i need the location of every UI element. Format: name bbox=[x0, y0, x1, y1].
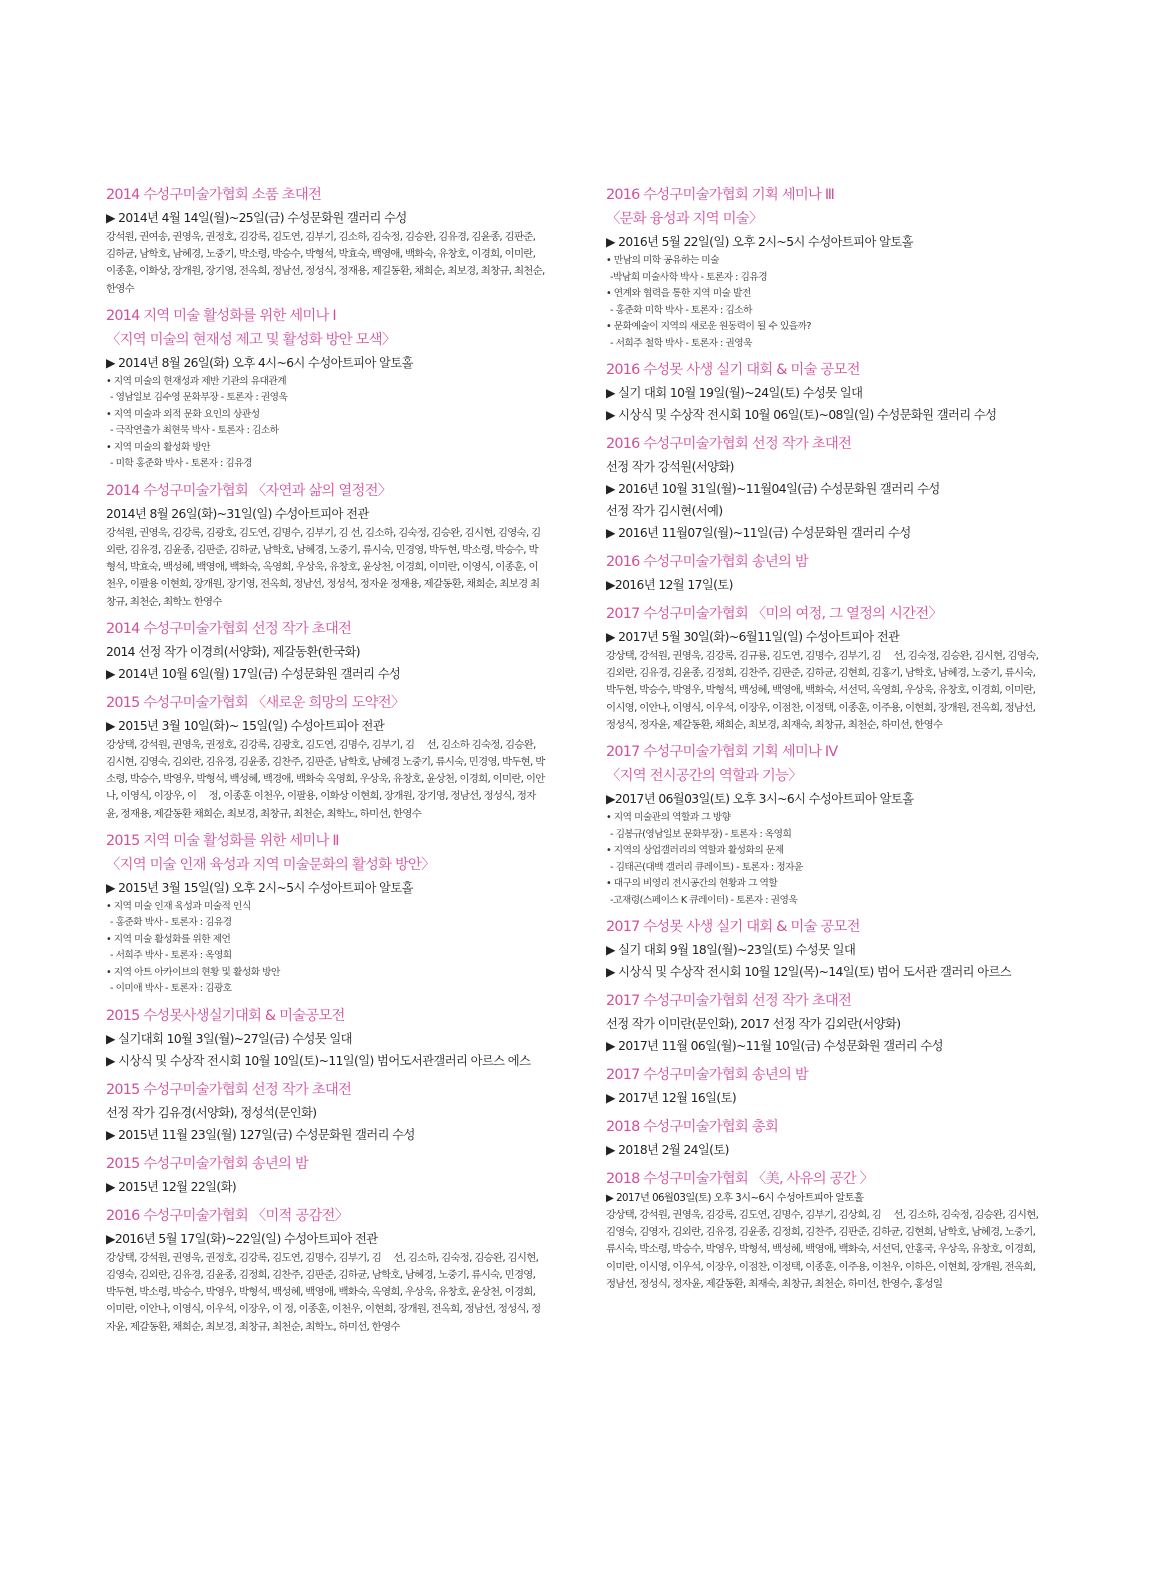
topic-item: • 연계와 협력을 통한 지역 미술 발전 bbox=[606, 288, 751, 299]
speaker-line: - 서희주 박사 - 토론자 : 옥영희 bbox=[110, 950, 232, 962]
event-detail: ▶ 2017년 11월 06일(월)~11월 10일(금) 수성문화원 갤러리 수성 bbox=[606, 1039, 943, 1054]
event-detail: ▶ 2017년 12월 16일(토) bbox=[606, 1091, 737, 1106]
event-section bbox=[606, 358, 1046, 426]
section-title: 2016 수성못 사생 실기 대회 & 미술 공모전 bbox=[606, 362, 860, 378]
section-title: 2014 수성구미술가협회 소품 초대전 bbox=[106, 187, 322, 203]
event-detail: ▶ 2014년 10월 6일(월) 17일(금) 수성문화원 갤러리 수성 bbox=[106, 666, 401, 681]
speaker-line: -고재령(스페이스 K 큐레이터) - 토론자 : 권영욱 bbox=[610, 894, 798, 906]
artist-list: 강상택, 강석원, 권영욱, 권정호, 김강록, 김도연, 김명수, 김부기, 김 선, 김소하, 김숙정, 김승완, 김시현, 김영숙, 김외란, 김유경, 김윤종, 김정희, 김찬주, 김판준, 김하균, 남학호, 남혜경, 노중기, 류시숙, 민경영, 박두현, 박소령, 박승수, 박영우, 박형석, 백성혜, 백영애, 백화숙, 옥영희, 우상욱, 유창호, 윤상천, 이경희, 이미란, 이안나, 이영식, 이우석, 이장우, 이 정, 이종훈, 이천우, 이현희, 장개원, 전옥희, 정남선, 정성식, 정자윤, 제갈동환, 채희순, 최보경, 최창규, 최천순, 최학노, 하미선, 한영수 bbox=[106, 1251, 541, 1333]
speaker-line: - 이미애 박사 - 토론자 : 김광호 bbox=[110, 983, 232, 995]
section-title: 2016 수성구미술가협회 선정 작가 초대전 bbox=[606, 436, 852, 452]
section-title: 2018 수성구미술가협회 총회 bbox=[606, 1119, 778, 1136]
event-detail: ▶ 2018년 2월 24일(토) bbox=[606, 1143, 729, 1158]
event-detail: ▶2016년 12월 17일(토) bbox=[606, 578, 733, 592]
event-section bbox=[106, 829, 546, 998]
section-title: 2017 수성구미술가협회 기획 세미나 Ⅳ bbox=[606, 744, 838, 761]
artist-list: 강석원, 권영욱, 김강록, 김광호, 김도연, 김명수, 김부기, 김 선, 김소하, 김숙정, 김승완, 김시현, 김영숙, 김외란, 김유경, 김윤종, 김판준, 김하균, 남학호, 남혜경, 노중기, 류시숙, 민경영, 박두현, 박소령, 박승수, 박형석, 박효숙, 백성혜, 백영애, 백화숙, 옥영희, 우상욱, 유창호, 윤상천, 이경희, 이미란, 이영식, 이종훈, 이천우, 이팔용 이현희, 장개원, 장기영, 전옥희, 정남선, 정성석, 정자윤 정재용, 제갈동환, 채희순, 최보경 최창규, 최천순, 최학노 한영수 bbox=[106, 526, 541, 608]
event-detail: ▶ 2014년 4월 14일(월)~25일(금) 수성문화원 갤러리 수성 bbox=[106, 211, 407, 225]
event-detail: ▶ 2017년 5월 30일(화)~6월11일(일) 수성아트피아 전관 bbox=[606, 630, 900, 644]
event-detail: 선정 작가 김시현(서예) bbox=[606, 504, 723, 518]
topic-item: • 지역 미술과 외적 문화 요인의 상관성 bbox=[106, 408, 260, 420]
section-title: 2014 수성구미술가협회 선정 작가 초대전 bbox=[106, 620, 352, 637]
artist-list: 강상택, 강석원, 권영욱, 권정호, 김강록, 김광호, 김도연, 김명수, 김부기, 김 선, 김소하 김숙정, 김승완, 김시현, 김영숙, 김외란, 김유경, 김윤종, 김찬주, 김판준, 남학호, 남혜경 노중기, 류시숙, 민경영, 박두현, 박소령, 박승수, 박영우, 박형석, 백성혜, 백경애, 백화숙 옥영희, 우상욱, 유창호, 윤상천, 이경희, 이미란, 이안나, 이영식, 이장우, 이 정, 이종훈 이천우, 이팔용, 이화상 이현희, 장개원, 장기영, 정남선, 정성식, 정자윤, 정재용, 제갈동환 채희순, 최보경, 최창규, 최천순, 최학노, 하미선, 한영수 bbox=[106, 738, 545, 820]
event-detail: 2014 선정 작가 이경희(서양화), 제갈동환(한국화) bbox=[106, 644, 360, 659]
section-subtitle: 〈문화 융성과 지역 미술〉 bbox=[606, 211, 763, 227]
event-detail: 선정 작가 이미란(문인화), 2017 선정 작가 김외란(서양화) bbox=[606, 1017, 901, 1032]
topic-item: • 만남의 미학 공유하는 미술 bbox=[606, 255, 719, 266]
event-section bbox=[106, 304, 546, 473]
topic-item: • 지역 아트 아카이브의 현황 및 활성화 방안 bbox=[106, 966, 280, 978]
section-subtitle: 〈지역 미술의 현재성 제고 및 활성화 방안 모색〉 bbox=[106, 331, 396, 348]
event-detail: ▶ 2014년 8월 26일(화) 오후 4시~6시 수성아트피아 알토홀 bbox=[106, 355, 413, 370]
event-detail: ▶2017년 06월03일(토) 오후 3시~6시 수성아트피아 알토홀 bbox=[606, 792, 914, 807]
event-detail: 2014년 8월 26일(화)~31일(일) 수성아트피아 전관 bbox=[106, 506, 369, 521]
section-title: 2016 수성구미술가협회 〈미적 공감전〉 bbox=[106, 1207, 349, 1224]
left-column bbox=[106, 183, 546, 1342]
speaker-line: - 홍준화 미학 박사 - 토론자 : 김소하 bbox=[610, 304, 752, 316]
topic-item: • 지역 미술의 현재성과 제반 기관의 유대관계 bbox=[106, 375, 287, 387]
speaker-line: - 극작연출가 최현묵 박사 - 토론자 : 김소하 bbox=[110, 425, 279, 437]
event-section bbox=[606, 1115, 1046, 1161]
event-detail: ▶ 2015년 3월 15일(일) 오후 2시~5시 수성아트피아 알토홀 bbox=[106, 880, 413, 895]
section-subtitle: 〈지역 미술 인재 육성과 지역 미술문화의 활성화 방안〉 bbox=[106, 856, 435, 873]
event-detail: ▶ 2017년 06월03일(토) 오후 3시~6시 수성아트피아 알토홀 bbox=[606, 1193, 864, 1205]
event-section bbox=[606, 915, 1046, 983]
artist-list: 강석원, 권여송, 권영욱, 권정호, 김강록, 김도연, 김부기, 김소하, 김숙정, 김승완, 김유경, 김윤종, 김판준, 김하균, 남학호, 남혜경, 노중기, 박소령, 박승수, 박형석, 박효숙, 백영애, 백화숙, 유창호, 이경희, 이미란, 이종훈, 이화상, 장개원, 장기영, 전옥희, 정남선, 정성식, 정재용, 제길동환, 채희순, 최보경, 최창규, 최천순, 한영수 bbox=[106, 231, 545, 295]
event-section bbox=[606, 432, 1046, 544]
event-section bbox=[606, 183, 1046, 352]
event-detail: ▶ 실기대회 10월 3일(월)~27일(금) 수성못 일대 bbox=[106, 1031, 352, 1046]
event-section bbox=[606, 1167, 1046, 1293]
event-detail: ▶ 시상식 및 수상작 전시회 10월 06일(토)~08일(일) 수성문화원 갤러리 수성 bbox=[606, 408, 997, 422]
section-subtitle: 〈지역 전시공간의 역할과 기능〉 bbox=[606, 768, 802, 785]
event-detail: ▶2016년 5월 17일(화)~22일(일) 수성아트피아 전관 bbox=[106, 1231, 378, 1246]
event-section bbox=[606, 602, 1046, 734]
section-title: 2015 수성구미술가협회 송년의 밤 bbox=[106, 1155, 308, 1172]
topic-item: • 지역 미술관의 역할과 그 방향 bbox=[606, 812, 731, 824]
topic-item: • 지역의 상업갤러리의 역할과 활성화의 문제 bbox=[606, 845, 784, 857]
event-detail: ▶ 시상식 및 수상작 전시회 10월 12일(목)~14일(토) 범어 도서관 갤러리 아르스 bbox=[606, 965, 1012, 980]
section-title: 2015 수성못사생실기대회 & 미술공모전 bbox=[106, 1007, 345, 1024]
event-section bbox=[106, 1152, 546, 1198]
topic-item: • 지역 미술 인재 육성과 미술적 인식 bbox=[106, 900, 251, 912]
section-title: 2017 수성구미술가협회 〈미의 여정, 그 열정의 시간전〉 bbox=[606, 606, 942, 622]
speaker-line: - 김봉규(영남일보 문화부장) - 토론자 : 옥영희 bbox=[610, 828, 792, 840]
event-detail: ▶ 2015년 3월 10일(화)~ 15일(일) 수성아트피아 전관 bbox=[106, 718, 385, 733]
section-title: 2018 수성구미술가협회 〈美, 사유의 공간 〉 bbox=[606, 1171, 874, 1188]
event-section bbox=[106, 183, 546, 298]
topic-item: • 지역 미술의 활성화 방안 bbox=[106, 441, 211, 453]
event-detail: ▶ 2016년 5월 22일(일) 오후 2시~5시 수성아트피아 알토홀 bbox=[606, 235, 913, 249]
section-title: 2014 지역 미술 활성화를 위한 세미나 Ⅰ bbox=[106, 307, 336, 324]
event-detail: ▶ 2016년 11월07일(월)~11일(금) 수성문화원 갤러리 수성 bbox=[606, 526, 911, 540]
section-title: 2017 수성구미술가협회 송년의 밤 bbox=[606, 1067, 808, 1084]
event-section bbox=[606, 1063, 1046, 1109]
artist-list: 강상택, 강석원, 권영욱, 김강록, 김도연, 김명수, 김부기, 김상희, 김 선, 김소하, 김숙정, 김승완, 김시현, 김영숙, 김영자, 김외란, 김유경, 김윤종, 김정희, 김찬주, 김판준, 김하균, 김현희, 남학호, 남혜경, 노중기, 류시숙, 박소령, 박승수, 박영우, 박형석, 백성혜, 백영애, 백화숙, 서선덕, 안홍국, 우상욱, 유창호, 이경희, 이미란, 이시영, 이우석, 이장우, 이점찬, 이정택, 이종훈, 이주용, 이천우, 이하은, 이현희, 장개원, 전옥희, 정남선, 정성식, 정자윤, 제갈동환, 최재숙, 최창규, 최천순, 하미선, 한영수, 홍성일 bbox=[606, 1209, 1039, 1290]
speaker-line: - 서희주 철학 박사 - 토론자 : 권영욱 bbox=[610, 337, 752, 349]
event-section bbox=[106, 1004, 546, 1072]
event-section bbox=[106, 1078, 546, 1146]
event-detail: ▶ 실기 대회 10월 19일(월)~24일(토) 수성못 일대 bbox=[606, 386, 863, 400]
topic-item: • 대구의 비영리 전시공간의 현황과 그 역할 bbox=[606, 878, 778, 890]
event-detail: ▶ 2015년 12월 22일(화) bbox=[106, 1179, 237, 1194]
event-detail: 선정 작가 김유경(서양화), 정성석(문인화) bbox=[106, 1105, 317, 1120]
speaker-line: - 김태곤(대백 갤러리 큐레이트) - 토론자 : 정자윤 bbox=[610, 861, 803, 873]
event-section bbox=[606, 740, 1046, 909]
event-detail: ▶ 실기 대회 9월 18일(월)~23일(토) 수성못 일대 bbox=[606, 943, 856, 958]
section-title: 2015 지역 미술 활성화를 위한 세미나 Ⅱ bbox=[106, 832, 339, 849]
speaker-line: - 미학 홍준화 박사 - 토론자 : 김유경 bbox=[110, 458, 252, 470]
section-title: 2015 수성구미술가협회 선정 작가 초대전 bbox=[106, 1081, 352, 1098]
event-section bbox=[106, 479, 546, 611]
speaker-line: - 영남일보 김수영 문화부장 - 토론자 : 권영욱 bbox=[110, 392, 288, 404]
right-column bbox=[606, 183, 1046, 1299]
artist-list: 강상택, 강석원, 권영욱, 김강록, 김규룡, 김도연, 김명수, 김부기, 김 선, 김숙정, 김승완, 김시현, 김영숙, 김외란, 김유경, 김윤종, 김정희, 김찬주, 김판준, 김하균, 김현희, 김홍기, 남학호, 남혜경, 노중기, 류시숙, 박두현, 박승수, 박영우, 박형석, 백성혜, 백영애, 백화숙, 서선덕, 옥영희, 우상욱, 유창호, 이경희, 이미란, 이시영, 이안나, 이영식, 이우석, 이장우, 이점찬, 이정택, 이종훈, 이주용, 이현희, 장개원, 전옥희, 정남선, 정성식, 정자윤, 제갈동환, 채희순, 최보경, 최재숙, 최창규, 최천순, 하미선, 한영수 bbox=[606, 650, 1039, 731]
event-section bbox=[106, 617, 546, 685]
section-title: 2017 수성못 사생 실기 대회 & 미술 공모전 bbox=[606, 919, 860, 936]
event-detail: 선정 작가 강석원(서양화) bbox=[606, 460, 734, 474]
section-title: 2015 수성구미술가협회 〈새로운 희망의 도약전〉 bbox=[106, 694, 405, 711]
section-title: 2014 수성구미술가협회 〈자연과 삶의 열정전〉 bbox=[106, 482, 392, 499]
event-section bbox=[106, 691, 546, 823]
section-title: 2017 수성구미술가협회 선정 작가 초대전 bbox=[606, 993, 852, 1010]
section-title: 2016 수성구미술가협회 기획 세미나 Ⅲ bbox=[606, 187, 834, 203]
event-section bbox=[106, 1204, 546, 1336]
event-section bbox=[606, 550, 1046, 596]
speaker-line: -박남희 미술사학 박사 - 토론자 : 김유경 bbox=[610, 271, 768, 283]
topic-item: • 문화예술이 지역의 새로운 원동력이 될 수 있을까? bbox=[606, 321, 812, 332]
event-detail: ▶ 시상식 및 수상작 전시회 10월 10일(토)~11일(일) 범어도서관갤러리 아르스 에스 bbox=[106, 1053, 531, 1068]
event-section bbox=[606, 989, 1046, 1057]
event-detail: ▶ 2016년 10월 31일(월)~11월04일(금) 수성문화원 갤러리 수성 bbox=[606, 482, 940, 496]
topic-item: • 지역 미술 활성화를 위한 제언 bbox=[106, 933, 231, 945]
speaker-line: - 홍준화 박사 - 토론자 : 김유경 bbox=[110, 917, 232, 929]
section-title: 2016 수성구미술가협회 송년의 밤 bbox=[606, 554, 808, 570]
event-detail: ▶ 2015년 11월 23일(월) 127일(금) 수성문화원 갤러리 수성 bbox=[106, 1127, 415, 1142]
